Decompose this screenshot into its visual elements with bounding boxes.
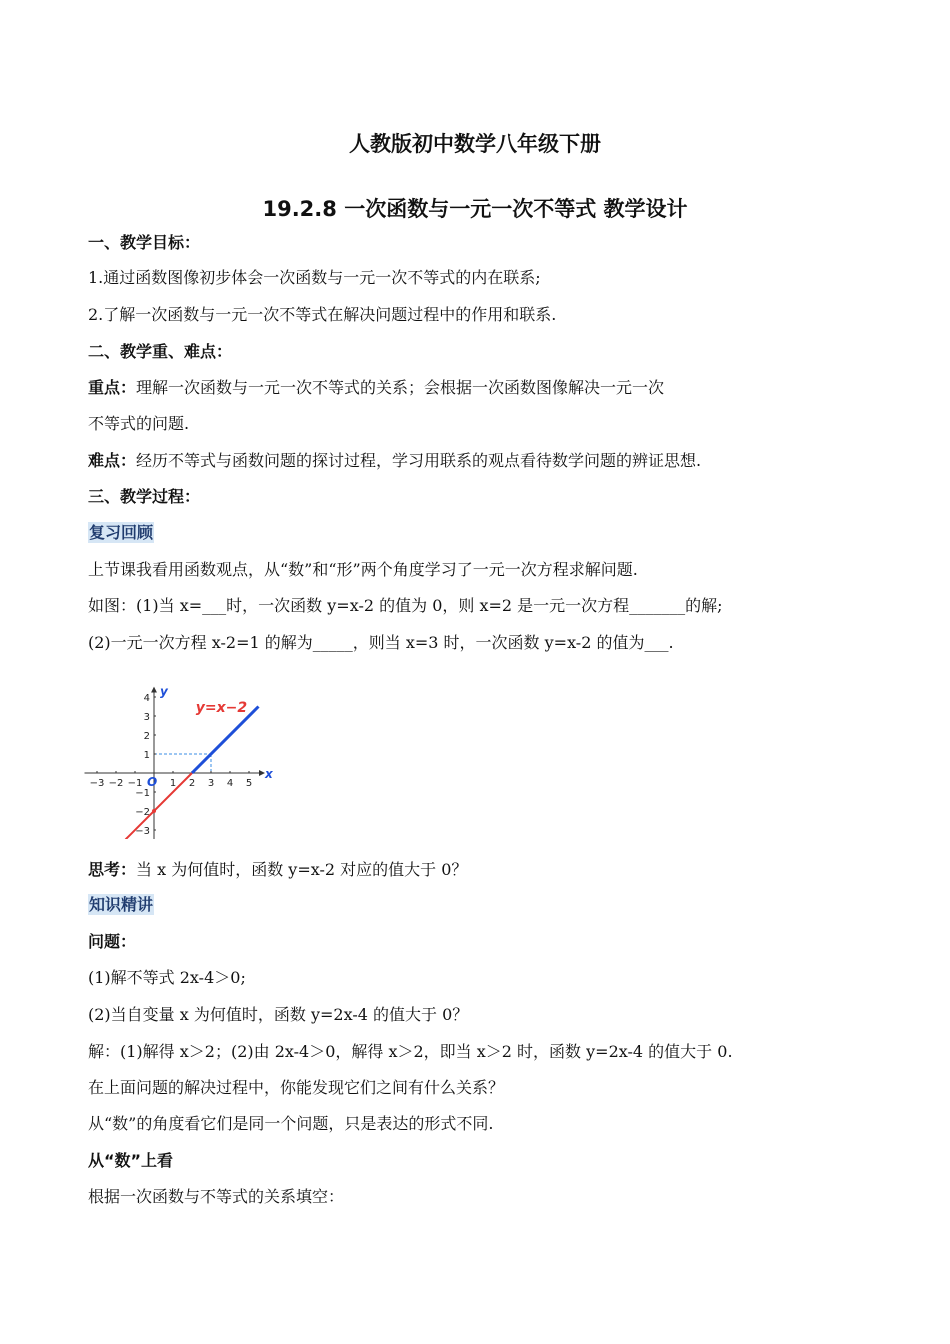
y-intercept-point [152, 809, 156, 813]
y-tick-label: 4 [143, 693, 150, 704]
number-view-heading: 从“数”上看 [88, 1151, 174, 1170]
function-label: y=x−2 [195, 700, 248, 717]
solution-text: 解：(1)解得 x＞2；(2)由 2x-4＞0，解得 x＞2，即当 x＞2 时，函数 y=2x-4 的值大于 0. [88, 1042, 733, 1061]
x-tick-label: 3 [207, 778, 215, 789]
function-line-blue [192, 707, 259, 774]
problem-heading: 问题： [88, 932, 137, 951]
function-graph [84, 664, 284, 839]
think-label: 思考： [88, 860, 137, 879]
knowledge-tag-row [88, 895, 154, 915]
knowledge-tag: 知识精讲 [89, 895, 154, 914]
y-tick-label: −3 [135, 826, 150, 837]
section-heading-goals: 一、教学目标： [88, 233, 201, 252]
fill-prompt: 根据一次函数与不等式的关系填空： [88, 1187, 345, 1206]
review-paragraph-1: 上节课我看用函数观点，从“数”和“形”两个角度学习了一元一次方程求解问题. [88, 560, 638, 579]
difficult-point-text: 经历不等式与函数问题的探讨过程，学习用联系的观点看待数学问题的辨证思想. [136, 451, 702, 470]
x-tick-label: 1 [169, 778, 177, 789]
x-tick-label: 4 [226, 778, 234, 789]
problem-item-1: (1)解不等式 2x-4＞0; [88, 968, 246, 987]
difficult-point [88, 451, 701, 471]
x-axis-label: x [265, 767, 273, 781]
problem-item-2: (2)当自变量 x 为何值时，函数 y=2x-4 的值大于 0？ [88, 1005, 469, 1024]
origin-label: O [147, 775, 158, 789]
section-heading-process: 三、教学过程： [88, 487, 201, 506]
review-tag-row [88, 523, 154, 543]
key-point-text: 理解一次函数与一元一次不等式的关系；会根据一次函数图像解决一元一次 [136, 378, 665, 397]
review-tag: 复习回顾 [89, 523, 154, 542]
goal-item-1: 1.通过函数图像初步体会一次函数与一元一次不等式的内在联系; [88, 268, 541, 287]
key-point [88, 378, 664, 398]
y-tick-label: 2 [143, 731, 150, 742]
review-paragraph-3: (2)一元一次方程 x-2=1 的解为_____，则当 x=3 时，一次函数 y=x-2 的值为___. [88, 633, 674, 652]
discussion-question: 在上面问题的解决过程中，你能发现它们之间有什么关系？ [88, 1078, 505, 1097]
doc-subtitle: 19.2.8 一次函数与一元一次不等式 教学设计 [262, 197, 688, 221]
y-axis-label: y [160, 684, 168, 699]
x-tick-label: −2 [108, 778, 124, 789]
think-text: 当 x 为何值时，函数 y=x-2 对应的值大于 0？ [136, 860, 468, 879]
doc-title: 人教版初中数学八年级下册 [349, 132, 601, 156]
think-question [88, 860, 467, 880]
difficult-point-label: 难点： [88, 451, 137, 470]
goal-item-2: 2.了解一次函数与一元一次不等式在解决问题过程中的作用和联系. [88, 305, 557, 324]
section-heading-keypoints: 二、教学重、难点： [88, 342, 233, 361]
x-tick-label: 2 [188, 778, 196, 789]
y-tick-label: −2 [135, 807, 150, 818]
x-tick-label: −1 [127, 778, 143, 789]
x-tick-label: −3 [89, 778, 105, 789]
y-tick-label: 3 [143, 712, 150, 723]
review-paragraph-2: 如图：(1)当 x=___时，一次函数 y=x-2 的值为 0，则 x=2 是一元一次方程_______的解; [88, 596, 723, 615]
y-tick-label: −1 [135, 788, 150, 799]
key-point-label: 重点： [88, 378, 137, 397]
key-point-cont: 不等式的问题. [88, 414, 190, 433]
x-tick-label: 5 [245, 778, 253, 789]
discussion-answer: 从“数”的角度看它们是同一个问题，只是表达的形式不同. [88, 1114, 494, 1133]
y-tick-label: 1 [143, 750, 150, 761]
